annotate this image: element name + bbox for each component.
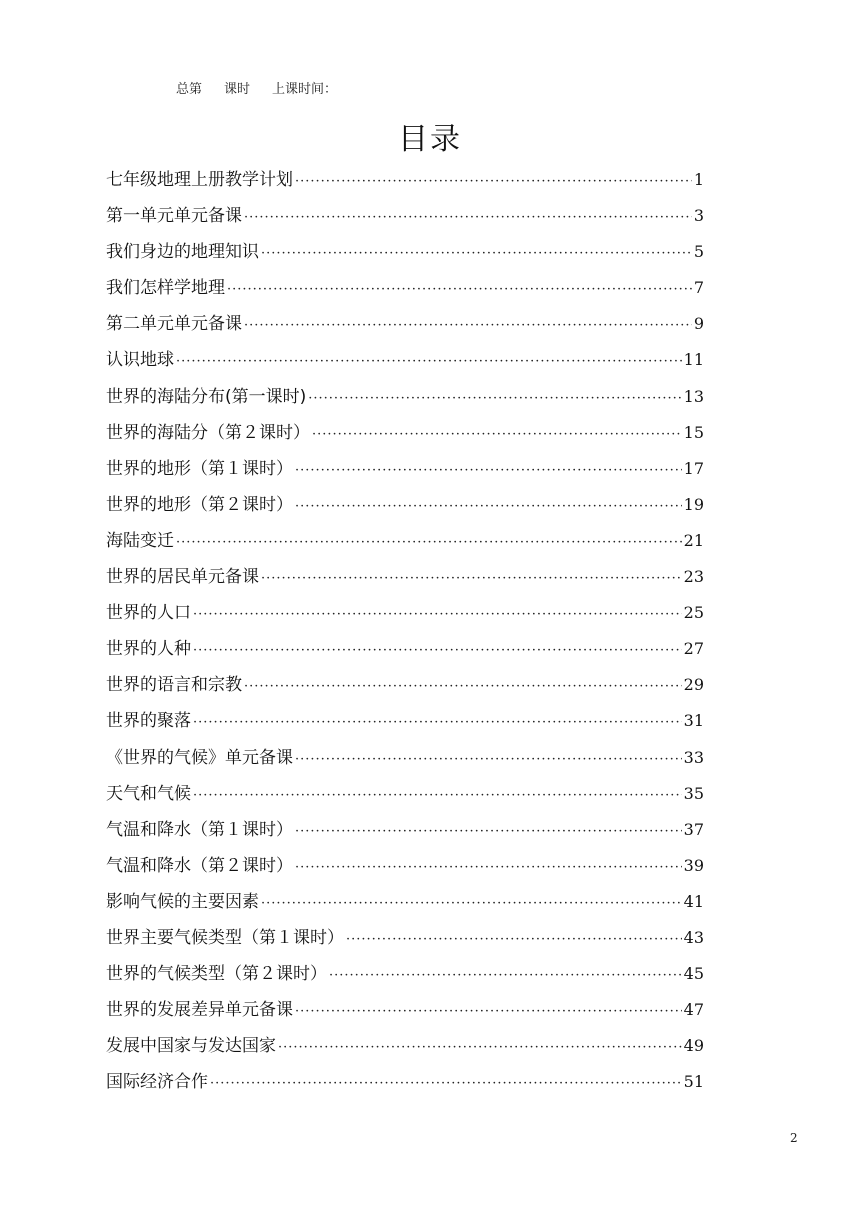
table-of-contents xyxy=(106,166,704,1104)
toc-dot-leader xyxy=(227,276,692,304)
toc-entry-page: 25 xyxy=(683,603,704,623)
header-period-label: 课时 xyxy=(224,82,251,97)
toc-dot-leader xyxy=(210,1070,682,1098)
toc-entry-page: 11 xyxy=(683,350,704,370)
toc-entry-page: 23 xyxy=(683,567,704,587)
toc-entry[interactable] xyxy=(106,455,704,491)
lesson-header xyxy=(176,78,359,97)
toc-dot-leader xyxy=(295,493,682,521)
toc-entry-label: 《世界的气候》单元备课 xyxy=(106,747,293,768)
toc-dot-leader xyxy=(193,709,682,737)
toc-entry[interactable] xyxy=(106,491,704,527)
page-title: 目录 xyxy=(398,122,462,157)
toc-entry[interactable] xyxy=(106,744,704,780)
toc-entry-page: 49 xyxy=(683,1036,704,1056)
toc-entry-page: 5 xyxy=(693,242,704,262)
toc-entry-label: 七年级地理上册教学计划 xyxy=(106,170,293,190)
toc-entry-label: 气温和降水（第１课时） xyxy=(106,819,293,840)
toc-entry-page: 21 xyxy=(683,530,704,550)
toc-entry-label: 世界的语言和宗教 xyxy=(106,675,242,696)
toc-entry-label: 世界的聚落 xyxy=(106,711,191,732)
toc-entry[interactable] xyxy=(106,274,704,310)
toc-entry[interactable] xyxy=(106,166,704,202)
toc-entry-page: 33 xyxy=(683,747,704,767)
toc-entry-label: 我们身边的地理知识 xyxy=(106,242,259,263)
header-total-label: 总第 xyxy=(176,82,203,97)
toc-dot-leader xyxy=(244,673,682,701)
toc-entry-page: 1 xyxy=(693,170,704,189)
toc-dot-leader xyxy=(346,926,682,954)
toc-entry-label: 世界的人口 xyxy=(106,603,191,624)
toc-entry[interactable] xyxy=(106,671,704,707)
toc-entry[interactable] xyxy=(106,527,704,563)
toc-entry[interactable] xyxy=(106,383,704,419)
toc-entry-label: 世界的海陆分布(第一课时) xyxy=(106,386,307,407)
toc-entry-page: 27 xyxy=(683,639,704,659)
toc-dot-leader xyxy=(295,746,682,774)
toc-dot-leader xyxy=(295,854,682,882)
toc-entry[interactable] xyxy=(106,563,704,599)
toc-dot-leader xyxy=(261,890,682,918)
toc-entry-page: 9 xyxy=(693,314,704,334)
toc-entry[interactable] xyxy=(106,238,704,274)
toc-entry-label: 世界主要气候类型（第１课时） xyxy=(106,927,344,948)
toc-entry-label: 国际经济合作 xyxy=(106,1072,208,1093)
toc-dot-leader xyxy=(261,565,682,593)
toc-entry-page: 19 xyxy=(683,494,704,514)
toc-entry-label: 海陆变迁 xyxy=(106,530,174,551)
toc-entry[interactable] xyxy=(106,816,704,852)
page-number: 2 xyxy=(790,1131,798,1145)
toc-dot-leader xyxy=(312,421,682,449)
toc-dot-leader xyxy=(329,962,682,990)
toc-dot-leader xyxy=(176,529,682,557)
toc-entry-label: 世界的海陆分（第２课时） xyxy=(106,422,310,443)
toc-entry[interactable] xyxy=(106,924,704,960)
toc-entry[interactable] xyxy=(106,1032,704,1068)
toc-entry[interactable] xyxy=(106,599,704,635)
toc-entry[interactable] xyxy=(106,707,704,743)
toc-dot-leader xyxy=(308,385,681,413)
toc-entry[interactable] xyxy=(106,419,704,455)
toc-entry[interactable] xyxy=(106,310,704,346)
toc-dot-leader xyxy=(295,168,692,196)
toc-entry-label: 世界的地形（第２课时） xyxy=(106,494,293,515)
toc-dot-leader xyxy=(244,204,692,232)
toc-entry[interactable] xyxy=(106,346,704,382)
toc-dot-leader xyxy=(176,348,682,376)
toc-entry[interactable] xyxy=(106,960,704,996)
toc-entry-page: 45 xyxy=(683,964,704,984)
toc-entry-page: 31 xyxy=(683,711,704,731)
toc-entry-page: 29 xyxy=(683,675,704,695)
toc-entry-page: 13 xyxy=(683,386,704,406)
toc-entry-label: 世界的居民单元备课 xyxy=(106,567,259,588)
toc-entry-label: 第二单元单元备课 xyxy=(106,314,242,335)
toc-entry-page: 43 xyxy=(683,927,704,947)
toc-entry-page: 3 xyxy=(693,206,704,226)
toc-entry-label: 发展中国家与发达国家 xyxy=(106,1036,276,1057)
toc-entry[interactable] xyxy=(106,202,704,238)
toc-entry-label: 世界的地形（第１课时） xyxy=(106,458,293,479)
toc-entry[interactable] xyxy=(106,996,704,1032)
toc-dot-leader xyxy=(193,601,682,629)
toc-entry-label: 第一单元单元备课 xyxy=(106,206,242,227)
toc-entry-page: 17 xyxy=(683,458,704,478)
header-class-time-label: 上课时间： xyxy=(272,82,338,97)
toc-entry-label: 气温和降水（第２课时） xyxy=(106,855,293,876)
toc-dot-leader xyxy=(295,457,682,485)
toc-dot-leader xyxy=(193,782,682,810)
toc-dot-leader xyxy=(278,1034,682,1062)
toc-entry-page: 39 xyxy=(683,855,704,875)
toc-dot-leader xyxy=(295,818,682,846)
toc-entry-page: 7 xyxy=(693,278,704,298)
toc-entry-label: 认识地球 xyxy=(106,350,174,371)
toc-entry-page: 35 xyxy=(683,783,704,803)
toc-entry[interactable] xyxy=(106,852,704,888)
toc-dot-leader xyxy=(261,240,692,268)
toc-entry[interactable] xyxy=(106,780,704,816)
toc-entry-label: 世界的发展差异单元备课 xyxy=(106,1000,293,1021)
toc-entry-page: 47 xyxy=(683,1000,704,1020)
toc-entry[interactable] xyxy=(106,888,704,924)
toc-entry-label: 天气和气候 xyxy=(106,783,191,804)
toc-dot-leader xyxy=(244,312,692,340)
toc-entry-page: 41 xyxy=(683,891,704,911)
toc-entry-label: 世界的人种 xyxy=(106,639,191,660)
toc-entry-label: 我们怎样学地理 xyxy=(106,278,225,299)
toc-dot-leader xyxy=(193,637,682,665)
toc-entry-page: 37 xyxy=(683,819,704,839)
toc-entry[interactable] xyxy=(106,1068,704,1104)
toc-entry-label: 影响气候的主要因素 xyxy=(106,891,259,912)
toc-dot-leader xyxy=(295,998,682,1026)
toc-entry-label: 世界的气候类型（第２课时） xyxy=(106,964,327,985)
toc-entry-page: 15 xyxy=(683,422,704,442)
toc-entry[interactable] xyxy=(106,635,704,671)
toc-entry-page: 51 xyxy=(683,1072,704,1092)
